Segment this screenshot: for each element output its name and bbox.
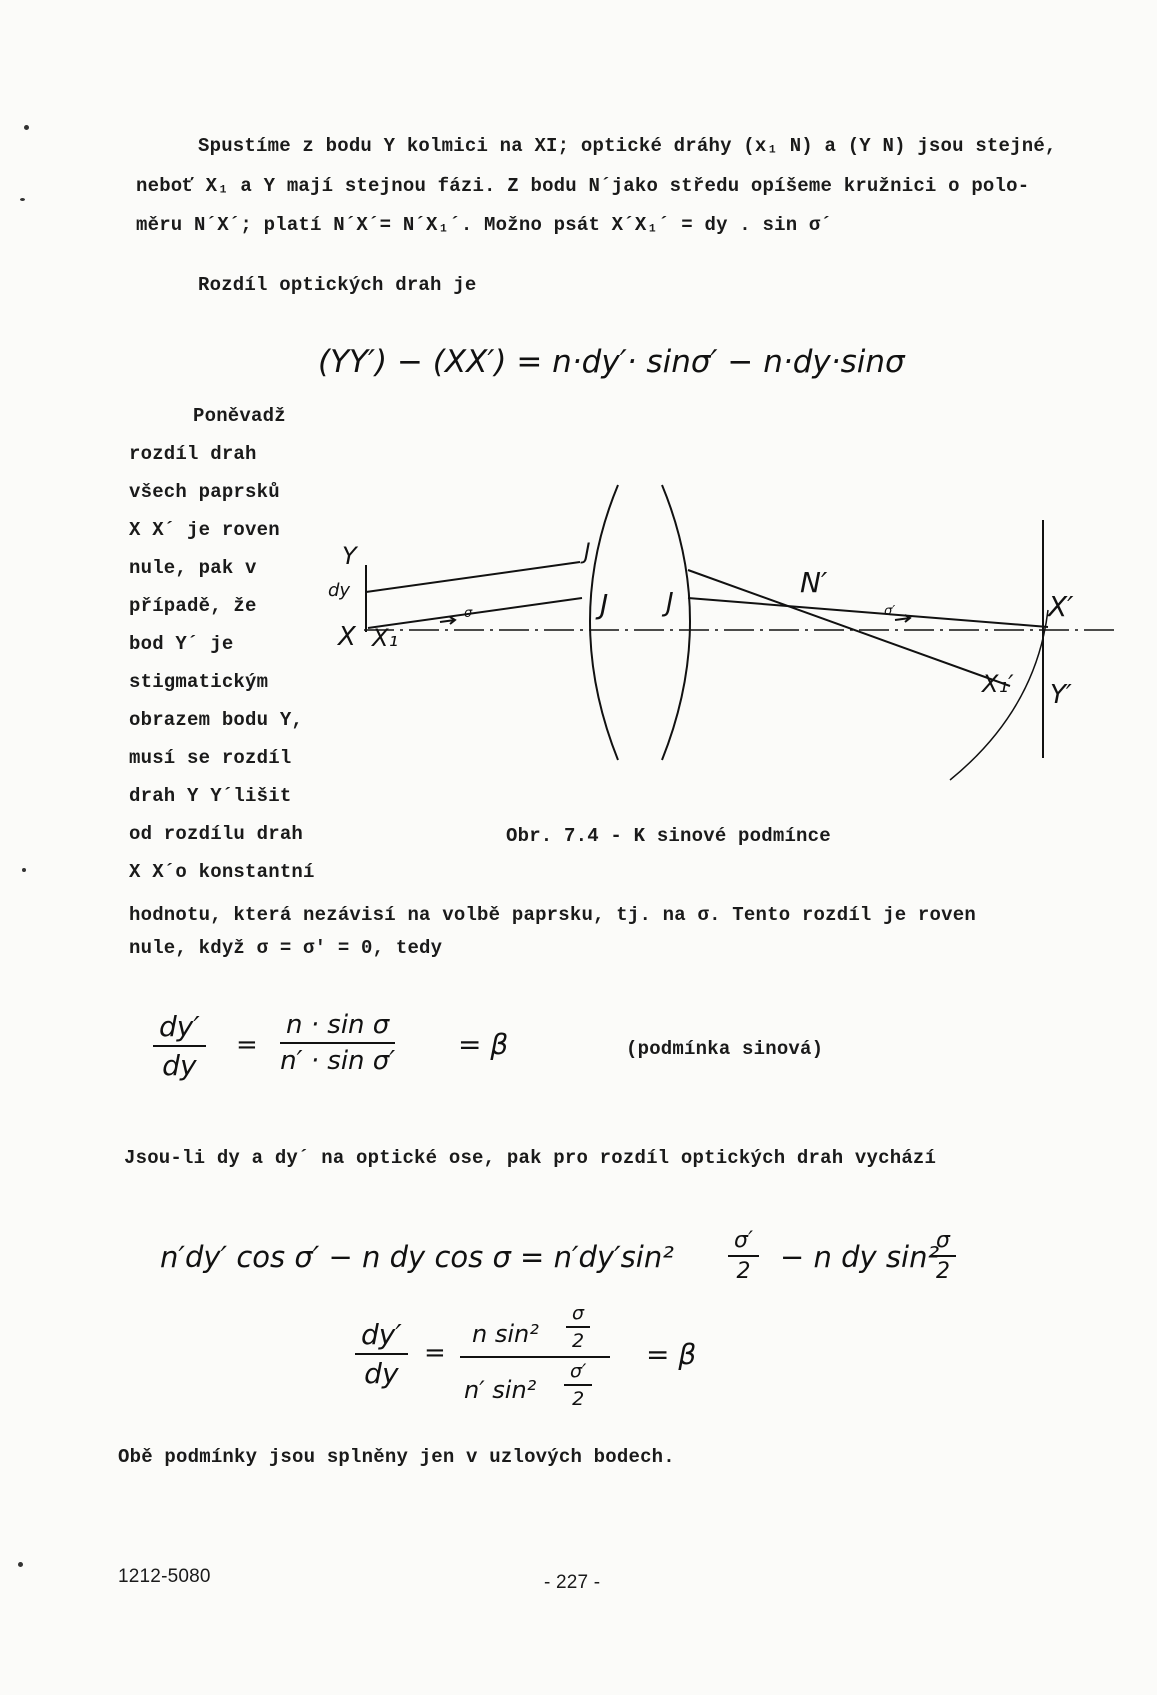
label-N-prime: N′ — [800, 566, 828, 599]
ray-y-to-j — [366, 562, 580, 592]
fraction-denominator: 2 — [571, 1330, 585, 1352]
fraction-numerator: σ — [930, 1228, 956, 1257]
side-line: Poněvadž — [193, 405, 286, 427]
fraction-sine-squared — [460, 1300, 610, 1410]
fraction-numerator: σ — [566, 1302, 590, 1328]
fraction-denominator: dy — [364, 1357, 399, 1390]
fraction-numerator: σ′ — [564, 1360, 592, 1386]
fraction-numerator: dy′ — [153, 1010, 206, 1047]
equation-cosine — [160, 1228, 980, 1308]
paragraph-line: Jsou-li dy a dy´ na optické ose, pak pro rozdíl optických drah vychází — [124, 1147, 937, 1169]
fraction-half-angle — [566, 1302, 590, 1352]
side-line: musí se rozdíl — [129, 747, 292, 769]
ray-to-x1-prime — [688, 570, 1010, 686]
fraction-denominator: 2 — [572, 1388, 585, 1410]
equals-sign: = — [424, 1338, 446, 1368]
figure-caption: Obr. 7.4 - K sinové podmínce — [506, 825, 831, 847]
side-line: bod Y´ je — [129, 633, 234, 655]
paragraph-line: měru N´X´; platí N´X´= N´X₁´. Možno psát X´X₁´ = dy . sin σ´ — [136, 214, 833, 236]
scan-speck — [24, 125, 29, 130]
side-line: případě, že — [129, 595, 257, 617]
fraction-dy-ratio — [153, 1010, 206, 1082]
intro-difference: Rozdíl optických drah je — [198, 274, 477, 296]
ray-x1-to-j — [368, 598, 582, 628]
label-sigma-prime: σ′ — [884, 604, 896, 619]
side-line: X X´o konstantní — [129, 861, 315, 883]
equals-sign: = — [236, 1030, 258, 1060]
ray-to-x-prime — [688, 598, 1048, 627]
equation-left: n′dy′ cos σ′ − n dy cos σ = n′dy′sin² — [160, 1240, 674, 1274]
lens-surface-left — [590, 485, 618, 760]
label-sigma: σ — [464, 606, 473, 621]
side-line: rozdíl drah — [129, 443, 257, 465]
label-X1-prime: X₁′ — [982, 670, 1014, 698]
paragraph-line: Spustíme z bodu Y kolmici na XI; optické dráhy (x₁ N) a (Y N) jsou stejné, — [198, 135, 1057, 157]
result-beta: = β — [458, 1028, 509, 1061]
numerator-text: n sin² — [472, 1320, 539, 1348]
fraction-numerator: σ′ — [728, 1228, 759, 1257]
side-line: nule, pak v — [129, 557, 257, 579]
closing-sentence: Obě podmínky jsou splněny jen v uzlových bodech. — [118, 1446, 675, 1468]
numerator-row — [460, 1300, 610, 1354]
sine-condition-note: (podmínka sinová) — [626, 1038, 824, 1060]
side-line: obrazem bodu Y, — [129, 709, 304, 731]
result-beta: = β — [646, 1338, 697, 1371]
paragraph-line: hodnotu, která nezávisí na volbě paprsku, tj. na σ. Tento rozdíl je roven — [129, 904, 976, 926]
label-dy: dy — [328, 580, 351, 601]
fraction-half-angle — [728, 1228, 759, 1284]
label-X: X — [338, 622, 356, 652]
fraction-bar — [460, 1356, 610, 1358]
fraction-half-angle — [930, 1228, 956, 1284]
denominator-row — [460, 1360, 610, 1414]
side-line: od rozdílu drah — [129, 823, 304, 845]
fraction-numerator: n · sin σ — [280, 1010, 395, 1044]
lens-diagram — [300, 470, 1130, 790]
side-line: X X´ je roven — [129, 519, 280, 541]
fraction-half-angle — [564, 1360, 592, 1410]
fraction-denominator: 2 — [935, 1259, 950, 1284]
side-line: všech paprsků — [129, 481, 280, 503]
lens-surface-right — [662, 485, 690, 760]
fraction-denominator: n′ · sin σ′ — [280, 1046, 396, 1076]
label-X1: X₁ — [372, 624, 399, 652]
label-Y: Y — [342, 542, 357, 570]
figure-sine-condition — [300, 470, 1130, 795]
fraction-numerator: dy′ — [355, 1318, 408, 1355]
fraction-dy-ratio — [355, 1318, 408, 1390]
scan-speck — [18, 1562, 23, 1567]
label-X-prime: X′ — [1048, 590, 1074, 623]
equation-optical-difference: (YY′) − (XX′) = n·dy′· sinσ′ − n·dy·sinσ — [318, 344, 905, 380]
label-Y-prime: Y′ — [1050, 680, 1072, 710]
label-J-mid: J — [600, 588, 609, 621]
footer-code: 1212-5080 — [118, 1566, 211, 1587]
denominator-text: n′ sin² — [464, 1376, 537, 1404]
label-J-top: J — [584, 540, 591, 565]
label-J-right: J — [666, 588, 674, 618]
paragraph-line: neboť X₁ a Y mají stejnou fázi. Z bodu N´jako středu opíšeme kružnici o polo- — [136, 175, 1030, 197]
equation-mid: − n dy sin² — [780, 1240, 940, 1274]
fraction-denominator: dy — [162, 1049, 197, 1082]
fraction-denominator: 2 — [736, 1259, 751, 1284]
scan-speck — [20, 198, 25, 201]
side-line: stigmatickým — [129, 671, 269, 693]
side-line: drah Y Y´lišit — [129, 785, 292, 807]
page-number: - 227 - — [544, 1572, 601, 1593]
scan-speck — [22, 868, 26, 872]
paragraph-line: nule, když σ = σ′ = 0, tedy — [129, 937, 443, 959]
fraction-sine-ratio — [280, 1010, 395, 1076]
